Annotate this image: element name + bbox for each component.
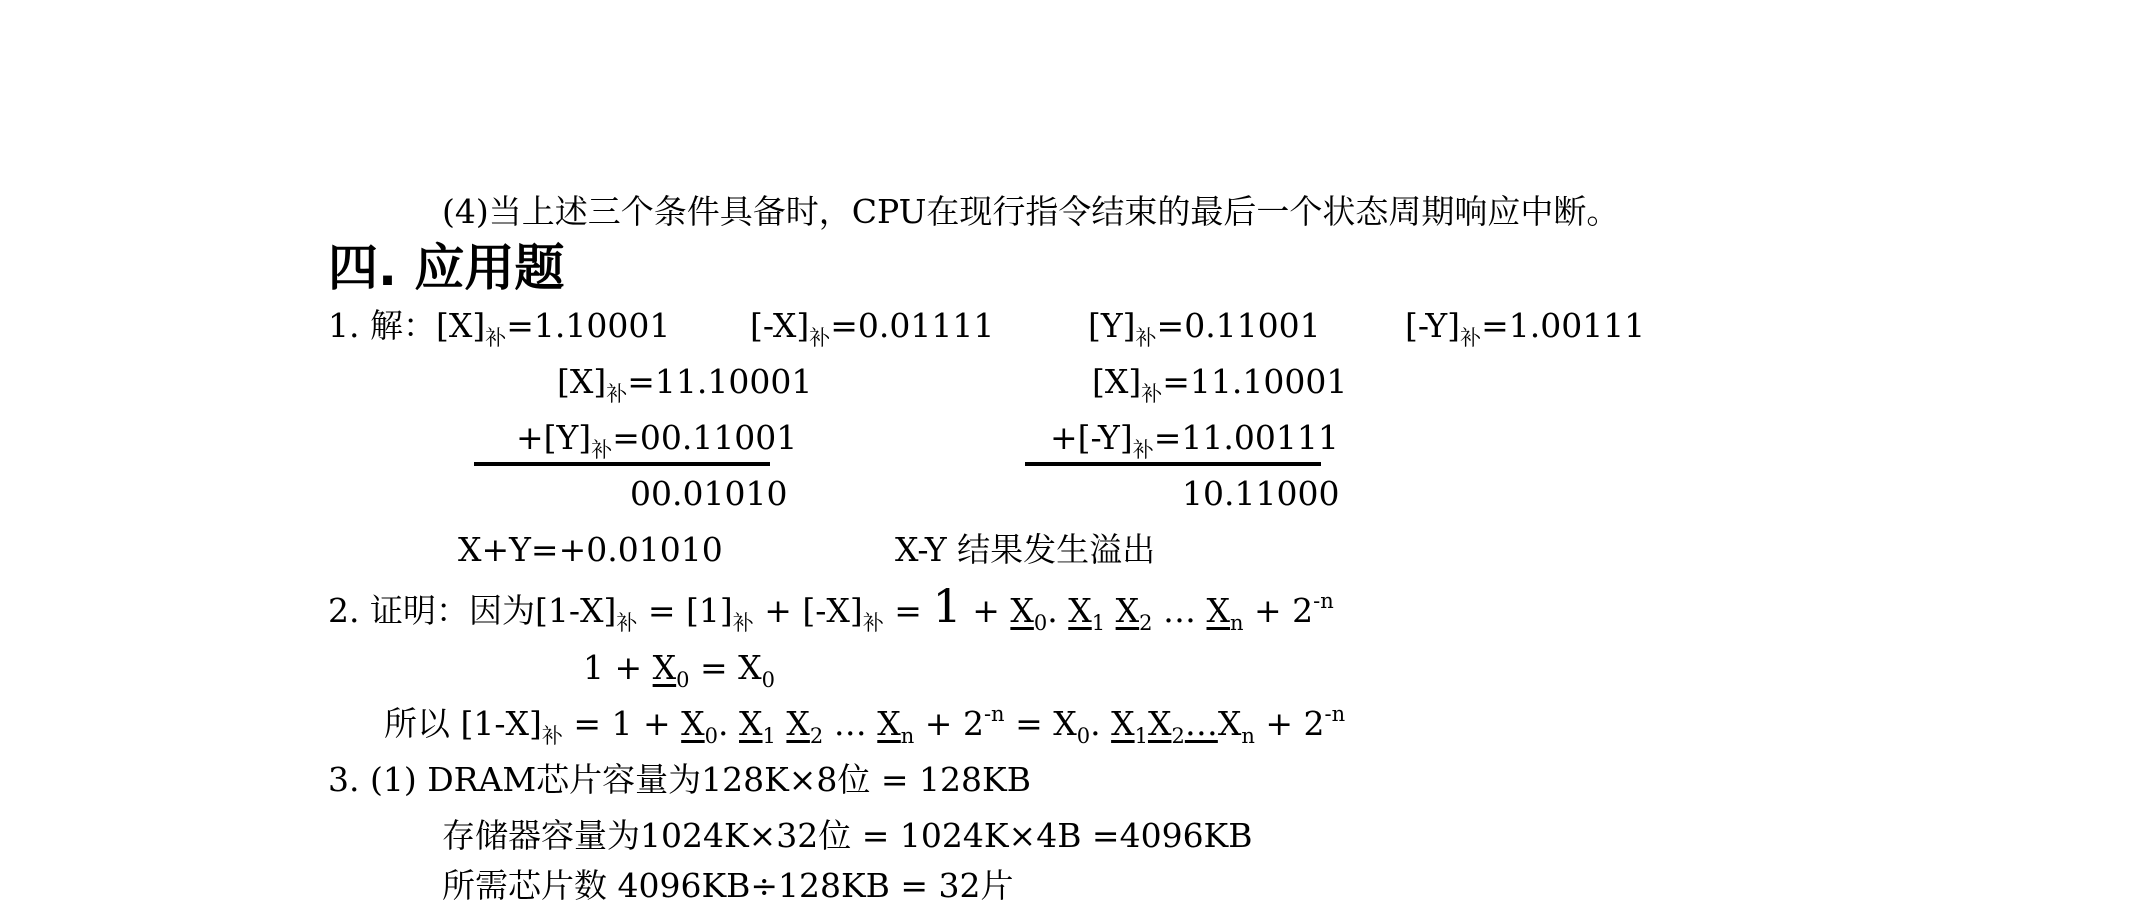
- q1-x-comp: =1.10001: [506, 306, 671, 345]
- q2-line3-eq: = 1 +: [562, 704, 682, 743]
- q1-negy-val: =1.00111: [1481, 306, 1646, 345]
- q2-line3-rsn: n: [1241, 724, 1255, 748]
- sub-row-1-bu: 补: [1141, 382, 1163, 406]
- q1-negx-label: [-X]: [750, 306, 810, 345]
- q2-line3-x0: X: [681, 704, 705, 743]
- sub-row-1-label: [X]: [1092, 362, 1142, 401]
- q1-line-1: [328, 306, 670, 350]
- sub-row-2-val: =11.00111: [1153, 418, 1339, 457]
- q2-eq-1: =: [637, 591, 687, 630]
- q2-term-3: [-X]: [802, 591, 863, 630]
- q2-x0: X: [1010, 591, 1034, 630]
- q2-one: 1: [932, 579, 962, 633]
- q2-line3-rs1: 1: [1134, 724, 1148, 748]
- add-row-2-bu: 补: [591, 438, 613, 462]
- sub-row-1-val: =11.10001: [1162, 362, 1348, 401]
- q2-line2-eq: = X: [689, 648, 762, 687]
- q2-line2-x: X: [652, 648, 677, 687]
- q2-s1: 1: [1091, 611, 1106, 635]
- add-row-2-label: +[Y]: [516, 418, 592, 457]
- q2-line3-plus-two: + 2: [914, 704, 984, 743]
- q2-line3-sn: n: [900, 724, 915, 748]
- sub-row-2-label: +[-Y]: [1050, 418, 1133, 457]
- q2-line3-rx2: X: [1147, 704, 1172, 743]
- q2-line3-rexp: -n: [1324, 702, 1346, 726]
- q1-bu-3: 补: [1135, 326, 1157, 350]
- q1-negx-val: =0.01111: [830, 306, 995, 345]
- add-row-1: [557, 362, 812, 406]
- q2-line3-x1: X: [739, 704, 763, 743]
- q2-plus-2: +: [961, 591, 1011, 630]
- add-result: 00.01010: [630, 474, 788, 513]
- sub-sum-rule: [1025, 462, 1321, 466]
- q3-line-3: 所需芯片数 4096KB÷128KB = 32片: [442, 866, 1014, 905]
- q2-line3-s1: 1: [762, 724, 776, 748]
- section-heading: 四. 应用题: [328, 239, 565, 297]
- q2-line3-s2: 2: [809, 724, 824, 748]
- add-row-2-val: =00.11001: [612, 418, 798, 457]
- q2-eq-2: =: [883, 591, 933, 630]
- q2-line3-rx1: X: [1111, 704, 1135, 743]
- q2-line-3: [384, 704, 1345, 748]
- add-row-1-bu: 补: [606, 382, 628, 406]
- q2-bu-2: 补: [732, 611, 754, 635]
- q2-dot: .: [1047, 591, 1058, 630]
- q1-x-label: [X]: [435, 306, 486, 345]
- q2-line3-rellipsis: …: [1184, 704, 1218, 743]
- q2-line3-rs2: 2: [1171, 724, 1185, 748]
- sum-text: X+Y=+0.01010: [458, 530, 723, 569]
- q2-term-2: [1]: [686, 591, 733, 630]
- q3-line-1: 3. (1) DRAM芯片容量为128K×8位 = 128KB: [328, 760, 1031, 799]
- q2-line3-exp: -n: [983, 702, 1005, 726]
- q2-x1: X: [1068, 591, 1092, 630]
- q2-line3-rdot: .: [1090, 704, 1101, 743]
- q1-prefix: 1. 解：: [328, 306, 436, 345]
- condition-4-text: (4)当上述三个条件具备时，CPU在现行指令结束的最后一个状态周期响应中断。: [442, 192, 1620, 231]
- q2-line3-x2: X: [786, 704, 810, 743]
- q2-line3-ellipsis: …: [833, 704, 867, 743]
- q2-xn: X: [1206, 591, 1230, 630]
- q2-line2-a: 1 +: [583, 648, 653, 687]
- q1-bu-1: 补: [485, 326, 507, 350]
- q2-line3-bu: 补: [541, 724, 563, 748]
- q2-ellipsis: …: [1163, 591, 1196, 630]
- sub-row-1: [1092, 362, 1347, 406]
- q2-line2-s2: 0: [761, 668, 776, 692]
- sub-row-2: [1050, 418, 1339, 462]
- q2-bu-1: 补: [616, 611, 638, 635]
- q1-negy-label: [-Y]: [1405, 306, 1461, 345]
- q1-y-label: [Y]: [1088, 306, 1136, 345]
- q1-bu-2: 补: [809, 326, 831, 350]
- q2-line-2: [583, 648, 775, 692]
- q2-prefix: 2. 证明：因为: [328, 591, 535, 630]
- q1-negx: [750, 306, 994, 350]
- q2-line2-s: 0: [676, 668, 690, 692]
- add-row-2: [516, 418, 797, 462]
- q2-line3-rxn: X: [1217, 704, 1242, 743]
- q2-plus: +: [753, 591, 803, 630]
- add-row-1-val: =11.10001: [627, 362, 813, 401]
- q1-negy: [1405, 306, 1645, 350]
- sub-result: 10.11000: [1182, 474, 1340, 513]
- q2-line3-tail: + 2: [1254, 704, 1325, 743]
- q2-s2: 2: [1139, 611, 1153, 635]
- q2-line3-mid: =: [1004, 704, 1054, 743]
- q2-line3-xn: X: [877, 704, 901, 743]
- q2-line3-rs0: 0: [1076, 724, 1091, 748]
- q2-s0: 0: [1033, 611, 1048, 635]
- q2-line3-s0: 0: [704, 724, 719, 748]
- q2-line3-prefix: 所以 [1-X]: [384, 704, 542, 743]
- sub-row-2-bu: 补: [1132, 438, 1154, 462]
- diff-text: X-Y 结果发生溢出: [895, 530, 1156, 569]
- q3-line-2: 存储器容量为1024K×32位 = 1024K×4B =4096KB: [442, 816, 1253, 855]
- add-row-1-label: [X]: [557, 362, 607, 401]
- q2-plus-two: + 2: [1243, 591, 1314, 630]
- q2-x2: X: [1115, 591, 1140, 630]
- q1-bu-4: 补: [1460, 326, 1482, 350]
- q2-exp: -n: [1313, 589, 1334, 613]
- add-sum-rule: [474, 462, 770, 466]
- q2-line3-rx0: X: [1053, 704, 1077, 743]
- q2-sn: n: [1230, 611, 1244, 635]
- q2-line-1: [328, 579, 1334, 635]
- q1-y-val: =0.11001: [1156, 306, 1321, 345]
- q2-bu-3: 补: [862, 611, 884, 635]
- q1-y: [1088, 306, 1321, 350]
- q2-line3-dot: .: [718, 704, 729, 743]
- q2-term-1: [1-X]: [534, 591, 617, 630]
